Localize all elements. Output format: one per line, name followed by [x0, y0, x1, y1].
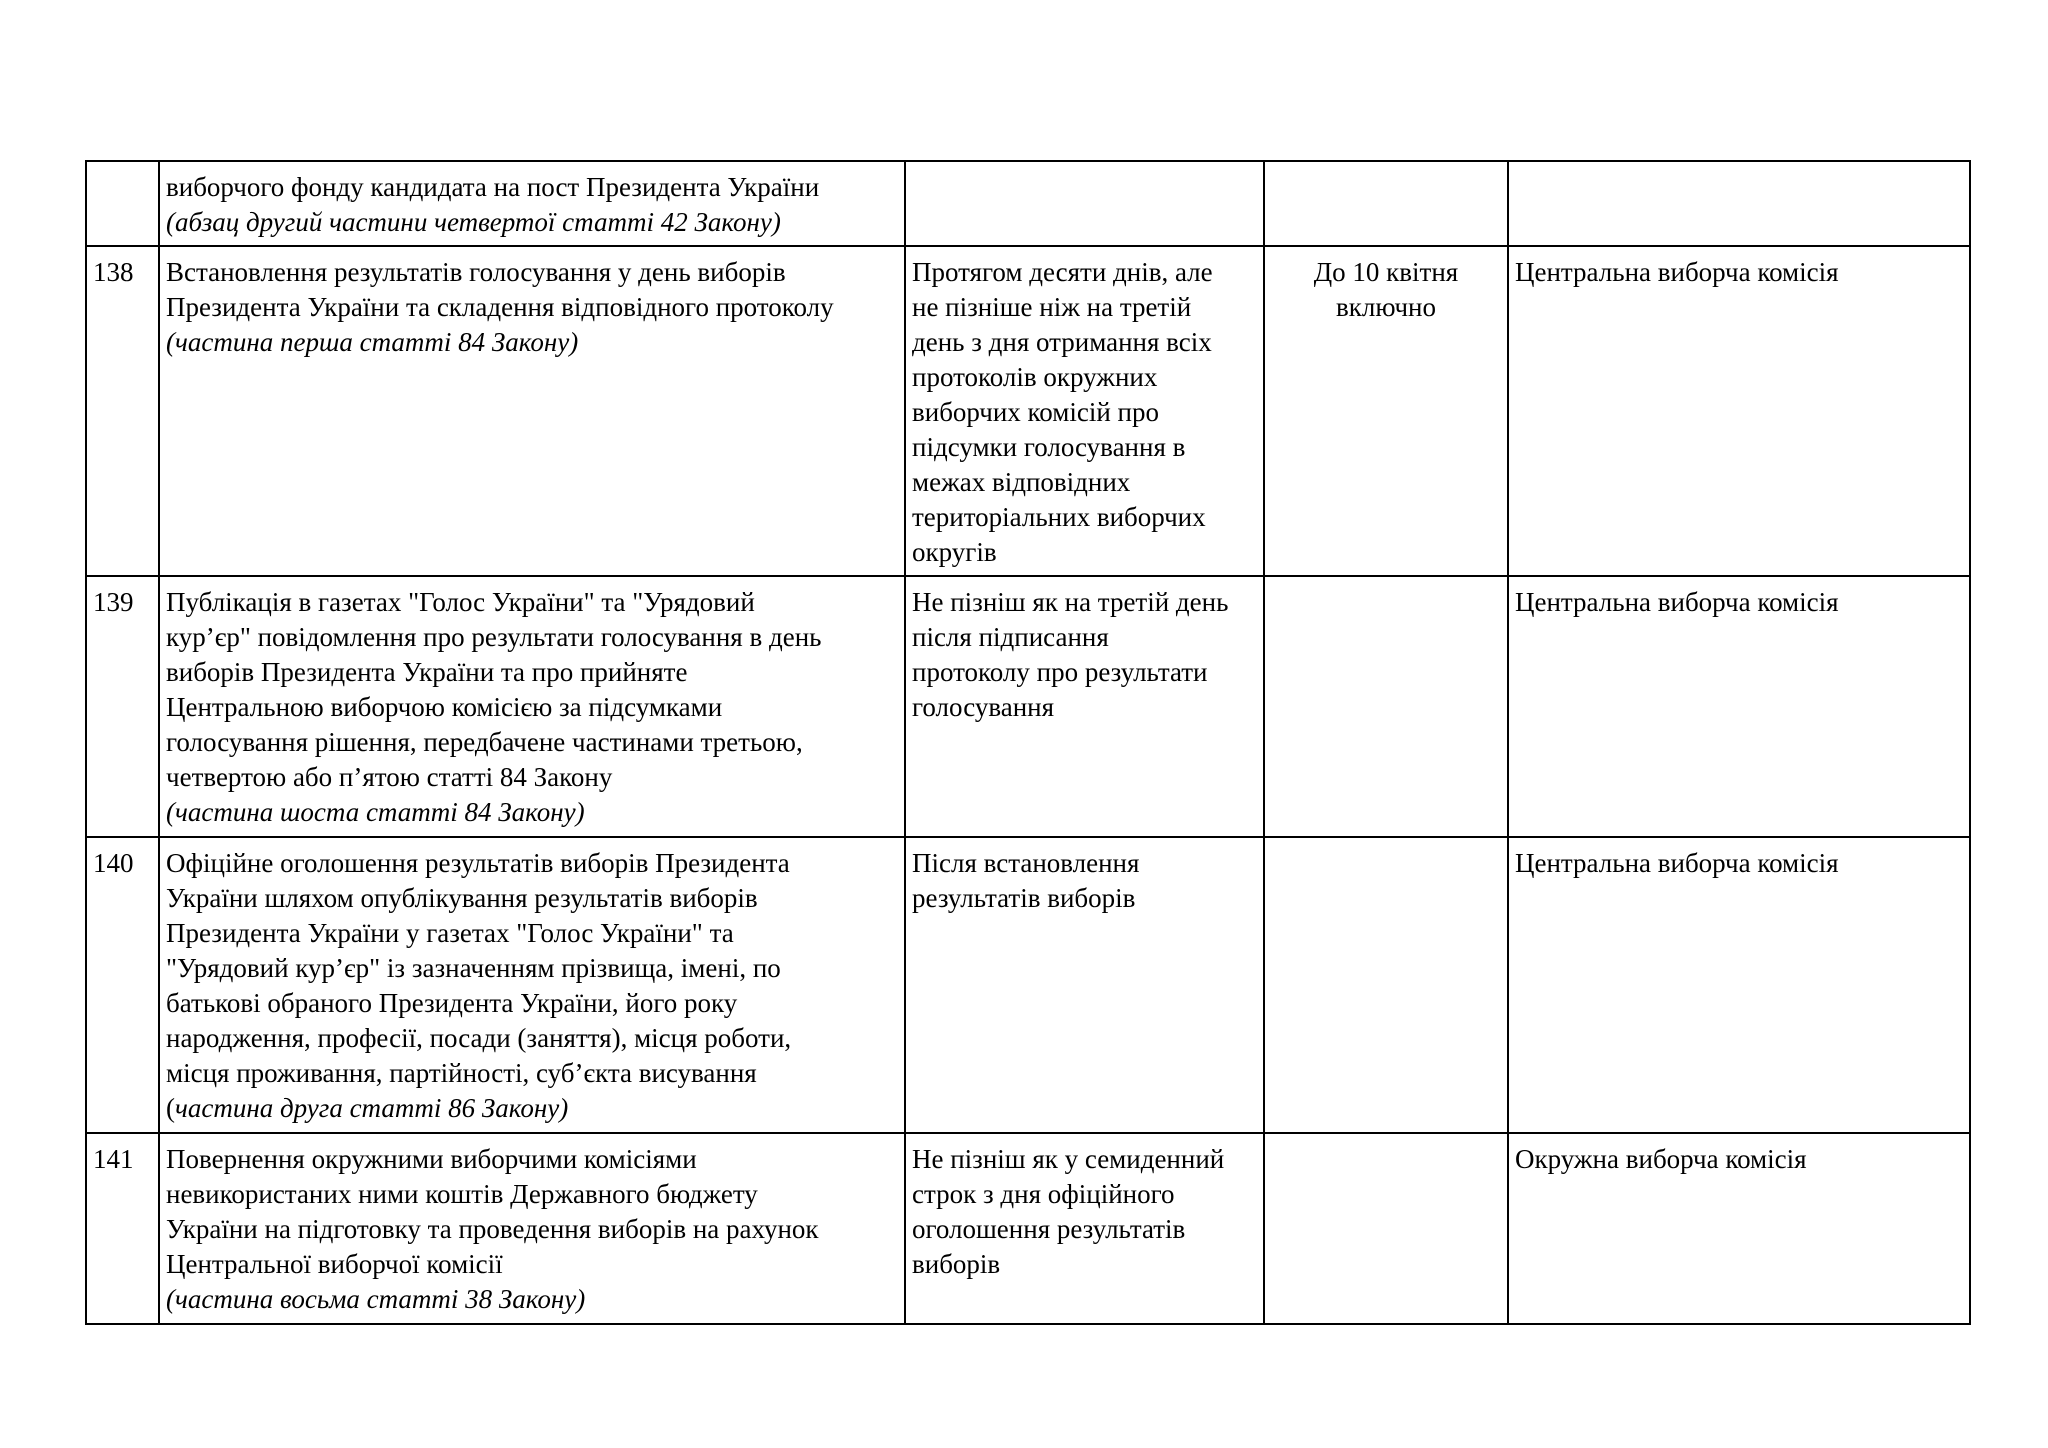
term-text: територіальних виборчих: [912, 502, 1206, 532]
table-row: [86, 246, 1970, 576]
action-text: Встановлення результатів голосування у день виборів: [166, 257, 786, 287]
action-cell: [159, 576, 905, 837]
action-cell: [159, 161, 905, 246]
law-reference-line: [166, 1091, 898, 1126]
date-cell: [1264, 161, 1508, 246]
term-cell: [905, 837, 1264, 1133]
action-text: батькові обраного Президента України, його року: [166, 988, 738, 1018]
law-reference: (частина перша статті 84 Закону): [166, 327, 579, 357]
term-text: Не пізніш як на третій день: [912, 587, 1229, 617]
table-row: [86, 161, 1970, 246]
action-text: четвертою або п’ятою статті 84 Закону: [166, 762, 613, 792]
executor-cell: [1508, 161, 1970, 246]
action-text: виборчого фонду кандидата на пост Президента України: [166, 172, 820, 202]
term-text: голосування: [912, 692, 1055, 722]
date-text: включно: [1335, 292, 1436, 322]
action-text: Президента України у газетах "Голос України" та: [166, 918, 734, 948]
law-reference: (частина восьма статті 38 Закону): [166, 1284, 586, 1314]
action-text: народження, професії, посади (заняття), місця роботи,: [166, 1023, 792, 1053]
action-text: голосування рішення, передбачене частинами третьою,: [166, 727, 803, 757]
action-text: невикористаних ними коштів Державного бюджету: [166, 1179, 758, 1209]
action-text: виборів Президента України та про прийняте: [166, 657, 688, 687]
row-number-cell: 139: [86, 576, 159, 837]
executor-cell: Окружна виборча комісія: [1508, 1133, 1970, 1324]
term-text: округів: [912, 537, 997, 567]
law-reference: частина друга статті 86 Закону): [175, 1093, 569, 1123]
term-cell: [905, 576, 1264, 837]
term-text: результатів виборів: [912, 883, 1136, 913]
term-text: оголошення результатів: [912, 1214, 1186, 1244]
term-text: після підписання: [912, 622, 1109, 652]
table-row: [86, 1133, 1970, 1324]
action-text: Офіційне оголошення результатів виборів Президента: [166, 848, 790, 878]
action-text: Президента України та складення відповідного протоколу: [166, 292, 834, 322]
executor-cell: Центральна виборча комісія: [1508, 246, 1970, 576]
term-text: протоколів окружних: [912, 362, 1158, 392]
term-text: строк з дня офіційного: [912, 1179, 1175, 1209]
executor-cell: Центральна виборча комісія: [1508, 576, 1970, 837]
date-cell: [1264, 246, 1508, 576]
term-text: Після встановлення: [912, 848, 1140, 878]
term-cell: [905, 161, 1264, 246]
term-text: виборчих комісій про: [912, 397, 1159, 427]
term-text: виборів: [912, 1249, 1001, 1279]
action-cell: [159, 837, 905, 1133]
date-cell: [1264, 837, 1508, 1133]
term-text: Протягом десяти днів, але: [912, 257, 1213, 287]
action-cell: [159, 246, 905, 576]
reference-prefix: (: [166, 1093, 175, 1123]
row-number-cell: [86, 161, 159, 246]
term-text: протоколу про результати: [912, 657, 1208, 687]
table-row: [86, 837, 1970, 1133]
row-number-cell: 140: [86, 837, 159, 1133]
executor-cell: Центральна виборча комісія: [1508, 837, 1970, 1133]
law-reference: (частина шоста статті 84 Закону): [166, 797, 585, 827]
action-text: України на підготовку та проведення виборів на рахунок: [166, 1214, 819, 1244]
action-text: "Урядовий кур’єр" із зазначенням прізвища, імені, по: [166, 953, 781, 983]
row-number-cell: 138: [86, 246, 159, 576]
term-text: межах відповідних: [912, 467, 1131, 497]
action-cell: [159, 1133, 905, 1324]
date-text: До 10 квітня: [1313, 257, 1459, 287]
action-text: України шляхом опублікування результатів виборів: [166, 883, 758, 913]
law-reference: (абзац другий частини четвертої статті 42 Закону): [166, 207, 781, 237]
term-text: Не пізніш як у семиденний: [912, 1144, 1225, 1174]
action-text: Публікація в газетах "Голос України" та "Урядовий: [166, 587, 755, 617]
action-text: місця проживання, партійності, суб’єкта висування: [166, 1058, 757, 1088]
action-text: Центральної виборчої комісії: [166, 1249, 503, 1279]
action-text: кур’єр" повідомлення про результати голосування в день: [166, 622, 822, 652]
term-text: не пізніше ніж на третій: [912, 292, 1192, 322]
row-number-cell: 141: [86, 1133, 159, 1324]
action-text: Центральною виборчою комісією за підсумками: [166, 692, 723, 722]
date-cell: [1264, 576, 1508, 837]
action-text: Повернення окружними виборчими комісіями: [166, 1144, 697, 1174]
term-cell: [905, 1133, 1264, 1324]
table-row: [86, 576, 1970, 837]
schedule-table: [85, 160, 1971, 1325]
term-text: день з дня отримання всіх: [912, 327, 1212, 357]
term-text: підсумки голосування в: [912, 432, 1186, 462]
term-cell: [905, 246, 1264, 576]
date-cell: [1264, 1133, 1508, 1324]
